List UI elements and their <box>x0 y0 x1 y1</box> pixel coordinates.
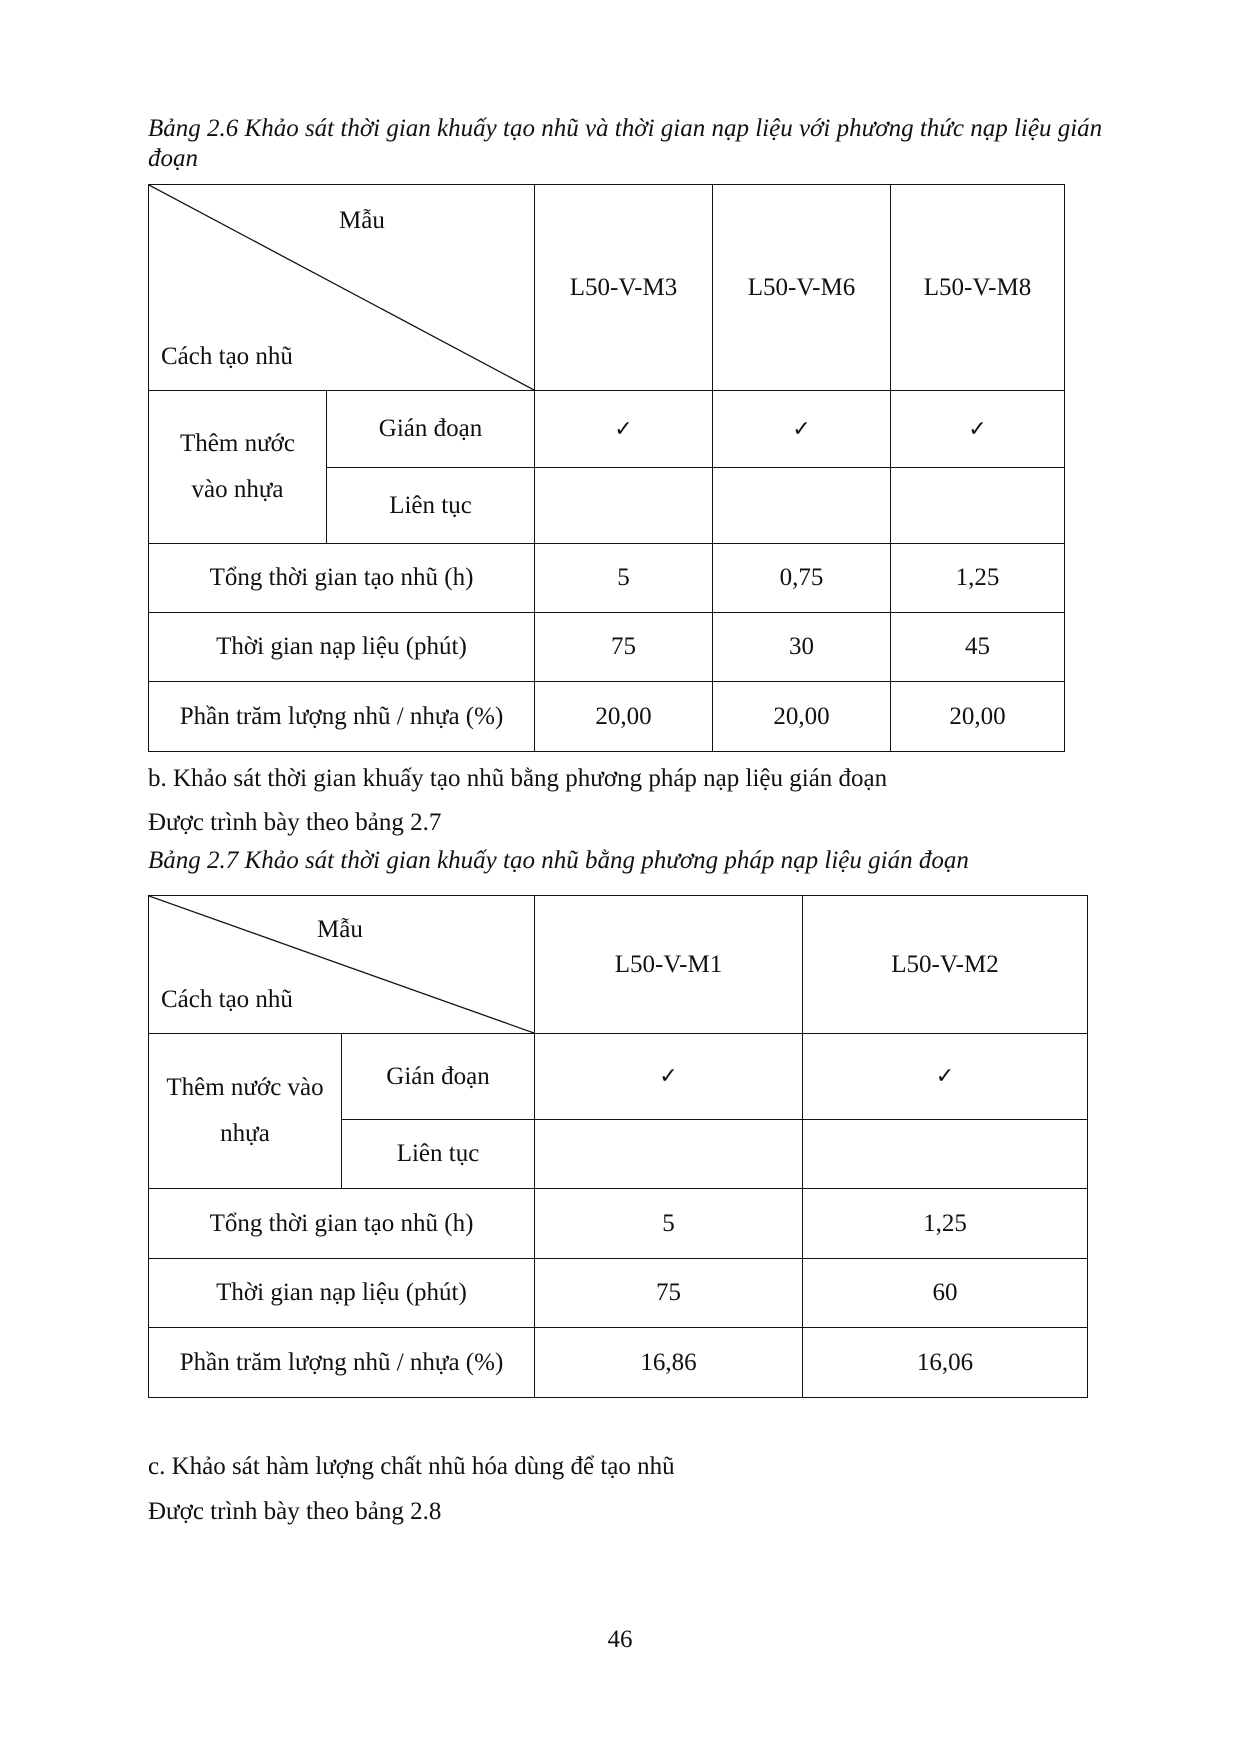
table-2-7 <box>148 895 1088 1398</box>
sample-header: L50-V-M3 <box>535 185 713 391</box>
diagonal-header-cell <box>149 896 535 1034</box>
value-cell: 45 <box>891 613 1065 682</box>
value-cell: 1,25 <box>803 1189 1088 1259</box>
value-cell: 5 <box>535 1189 803 1259</box>
section-c-heading: c. Khảo sát hàm lượng chất nhũ hóa dùng để tạo nhũ <box>148 1453 675 1480</box>
value-cell: 75 <box>535 613 713 682</box>
header-sample-label: Mẫu <box>317 916 363 943</box>
sample-header: L50-V-M8 <box>891 185 1065 391</box>
table-2-6-caption: Bảng 2.6 Khảo sát thời gian khuấy tạo nhũ và thời gian nạp liệu với phương thức nạp liệu gián đoạn <box>148 115 1103 172</box>
method-lien-tuc: Liên tục <box>327 468 535 544</box>
row-label: Tổng thời gian tạo nhũ (h) <box>149 544 535 613</box>
empty-cell <box>535 468 713 544</box>
check-mark: ✓ <box>803 1034 1088 1120</box>
empty-cell <box>891 468 1065 544</box>
value-cell: 1,25 <box>891 544 1065 613</box>
table-2-7-caption: Bảng 2.7 Khảo sát thời gian khuấy tạo nhũ bằng phương pháp nạp liệu gián đoạn <box>148 847 969 874</box>
check-mark: ✓ <box>891 391 1065 468</box>
method-gian-doan: Gián đoạn <box>327 391 535 468</box>
section-b-heading: b. Khảo sát thời gian khuấy tạo nhũ bằng phương pháp nạp liệu gián đoạn <box>148 765 888 792</box>
value-cell: 20,00 <box>713 682 891 752</box>
row-label: Tổng thời gian tạo nhũ (h) <box>149 1189 535 1259</box>
value-cell: 30 <box>713 613 891 682</box>
header-method-label: Cách tạo nhũ <box>161 986 293 1013</box>
value-cell: 5 <box>535 544 713 613</box>
value-cell: 60 <box>803 1259 1088 1328</box>
value-cell: 0,75 <box>713 544 891 613</box>
row-label: Phần trăm lượng nhũ / nhựa (%) <box>149 682 535 752</box>
empty-cell <box>535 1120 803 1189</box>
method-lien-tuc: Liên tục <box>342 1120 535 1189</box>
value-cell: 75 <box>535 1259 803 1328</box>
page-number: 46 <box>607 1626 633 1653</box>
sample-header: L50-V-M6 <box>713 185 891 391</box>
value-cell: 16,86 <box>535 1328 803 1398</box>
table-2-6 <box>148 184 1065 752</box>
group-label: Thêm nước vào nhựa <box>149 391 327 544</box>
header-method-label: Cách tạo nhũ <box>161 343 293 370</box>
check-mark: ✓ <box>535 1034 803 1120</box>
header-sample-label: Mẫu <box>339 207 385 234</box>
check-mark: ✓ <box>535 391 713 468</box>
row-label: Phần trăm lượng nhũ / nhựa (%) <box>149 1328 535 1398</box>
group-label: Thêm nước vào nhựa <box>149 1034 342 1189</box>
value-cell: 20,00 <box>891 682 1065 752</box>
check-mark: ✓ <box>713 391 891 468</box>
method-gian-doan: Gián đoạn <box>342 1034 535 1120</box>
row-label: Thời gian nạp liệu (phút) <box>149 613 535 682</box>
row-label: Thời gian nạp liệu (phút) <box>149 1259 535 1328</box>
diagonal-header-cell <box>149 185 535 391</box>
section-b-text: Được trình bày theo bảng 2.7 <box>148 809 442 836</box>
value-cell: 20,00 <box>535 682 713 752</box>
section-c-text: Được trình bày theo bảng 2.8 <box>148 1498 442 1525</box>
sample-header: L50-V-M2 <box>803 896 1088 1034</box>
empty-cell <box>803 1120 1088 1189</box>
value-cell: 16,06 <box>803 1328 1088 1398</box>
sample-header: L50-V-M1 <box>535 896 803 1034</box>
empty-cell <box>713 468 891 544</box>
